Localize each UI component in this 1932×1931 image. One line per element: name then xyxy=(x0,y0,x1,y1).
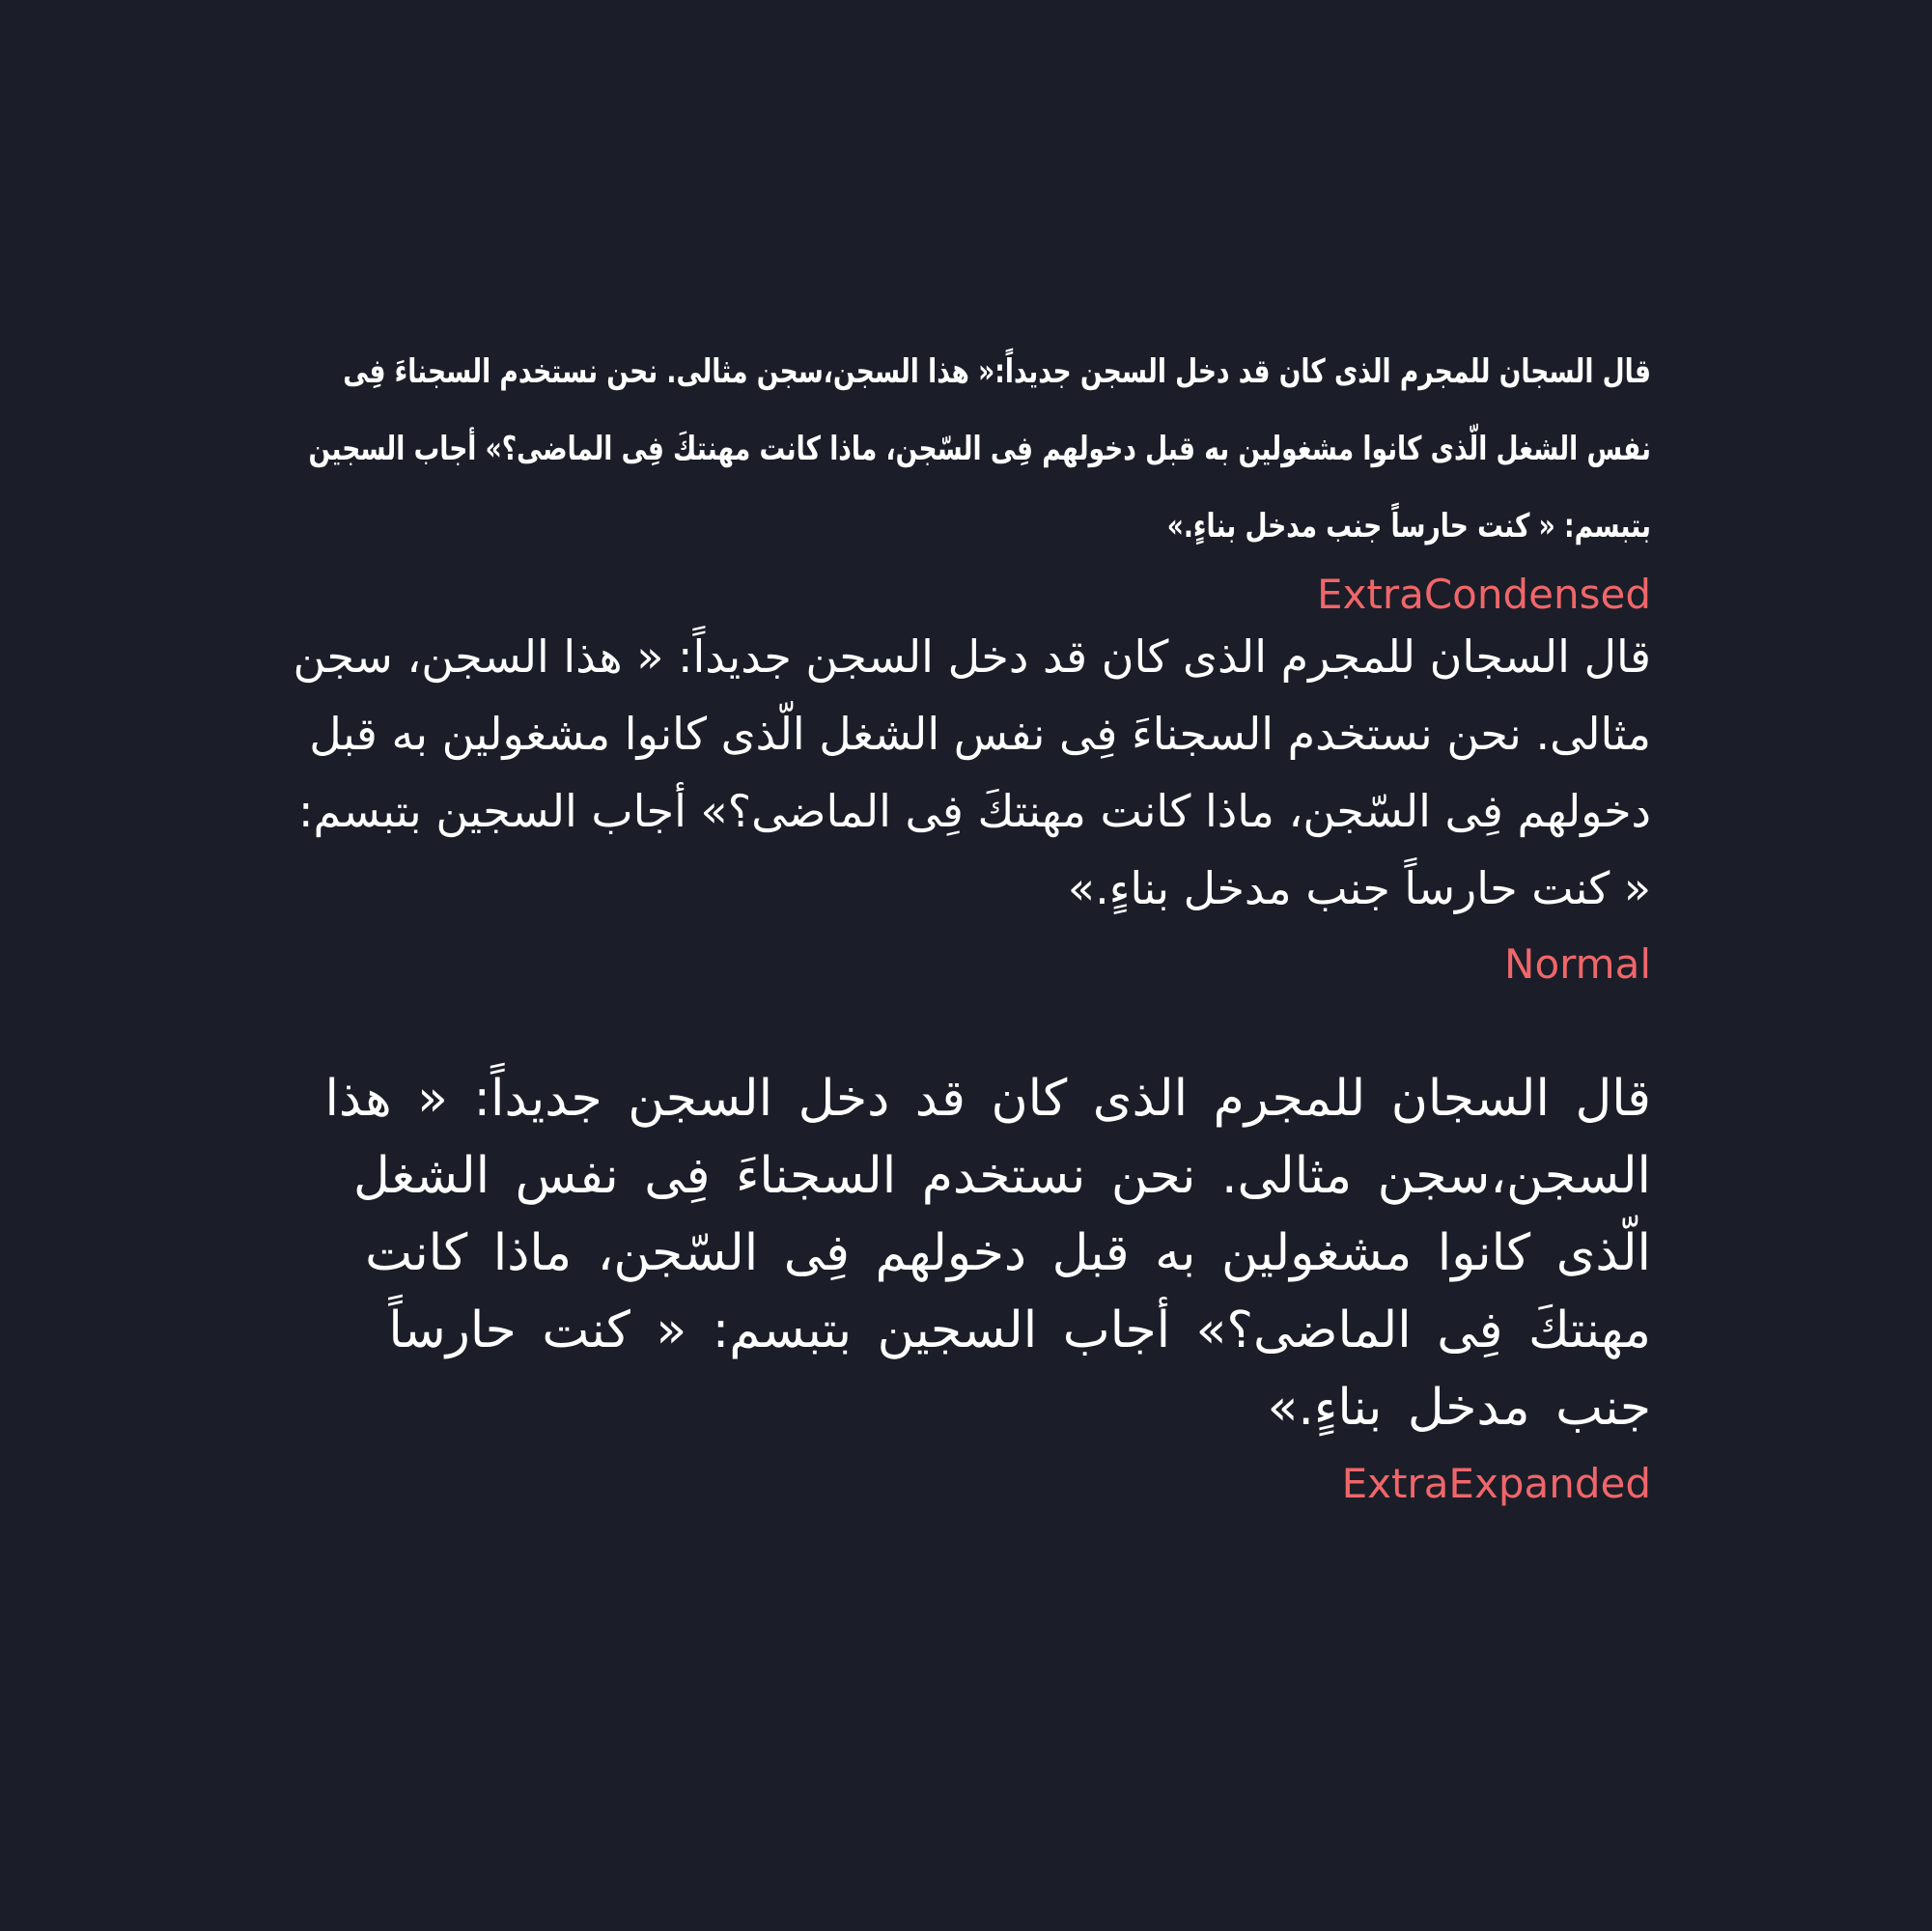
extraexpanded-label: ExtraExpanded xyxy=(1341,1460,1651,1507)
normal-specimen xyxy=(290,618,1651,988)
extraexpanded-sample-text: قال السجان للمجرم الذى كان قد دخل السجن جديداً: « هذا السجن،سجن مثالى. نحن نستخدم السجناءَ فِى نفس الشغل الّذى كانوا مشغولين به قبل دخولهم فِى السّجن، ماذا كانت مهنتكَ فِى الماضى؟» أجاب السجين بتبسم: « كنت حارساً جنب مدخل بناءٍ.» xyxy=(324,1070,1651,1437)
extraexpanded-specimen xyxy=(290,1060,1651,1507)
extracondensed-specimen xyxy=(290,333,1652,618)
normal-label: Normal xyxy=(1504,940,1651,988)
normal-sample-text: قال السجان للمجرم الذى كان قد دخل السجن جديداً: « هذا السجن، سجن مثالى. نحن نستخدم السجناءَ فِى نفس الشغل الّذى كانوا مشغولين به قبل دخولهم فِى السّجن، ماذا كانت مهنتكَ فِى الماضى؟» أجاب السجين بتبسم: « كنت حارساً جنب مدخل بناءٍ.» xyxy=(293,630,1651,914)
extracondensed-sample-text: قال السجان للمجرم الذى كان قد دخل السجن جديداً:« هذا السجن،سجن مثالى. نحن نستخدم السجناءَ فِى نفس الشغل الّذى كانوا مشغولين به قبل دخولهم فِى السّجن، ماذا كانت مهنتكَ فِى الماضى؟» أجاب السجين بتبسم: « كنت حارساً جنب مدخل بناءٍ.» xyxy=(308,352,1652,546)
extracondensed-label: ExtraCondensed xyxy=(1316,571,1651,618)
